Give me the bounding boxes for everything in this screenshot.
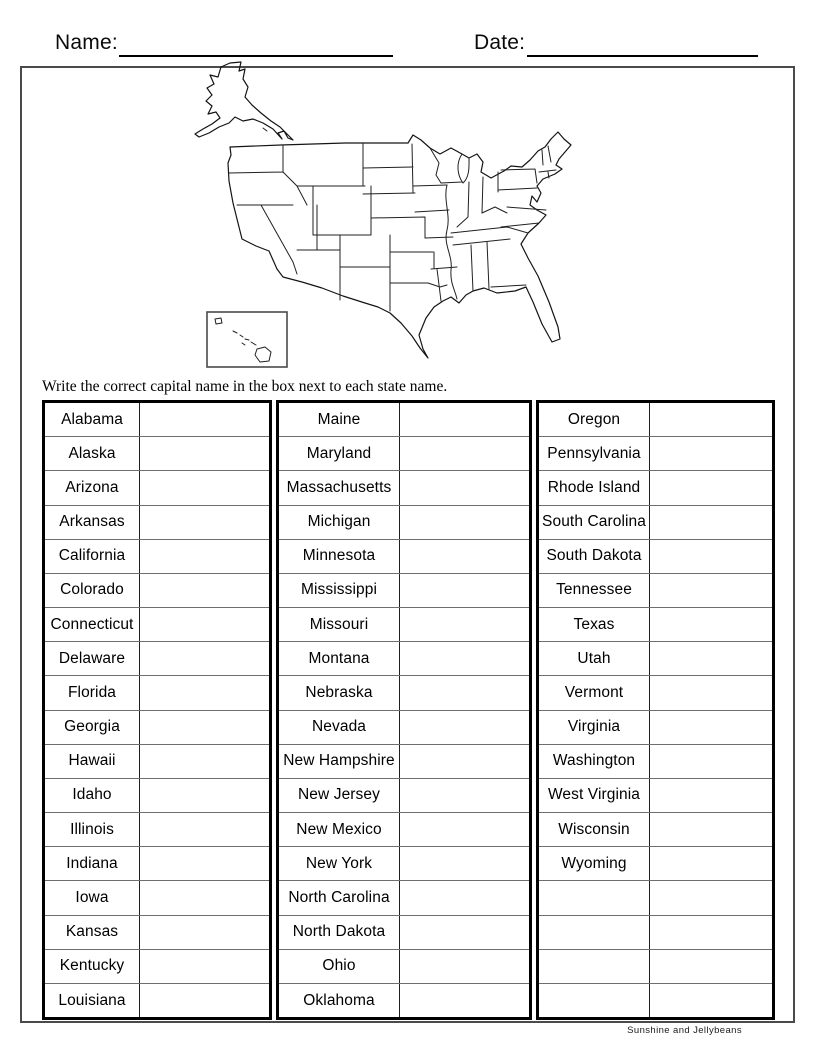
state-name-cell [539,881,650,914]
table-row [45,403,269,436]
capital-answer-cell[interactable] [650,711,772,744]
state-name-cell: Nevada [279,711,400,744]
state-name-cell: Delaware [45,642,140,675]
hawaii-islands [215,318,271,362]
table-column-group-1 [42,400,272,1020]
capital-answer-cell[interactable] [400,984,529,1017]
capital-answer-cell[interactable] [400,779,529,812]
capital-answer-cell[interactable] [140,540,269,573]
state-name-cell: Maryland [279,437,400,470]
capital-answer-cell[interactable] [140,403,269,436]
table-row [45,983,269,1017]
state-borders-plains [363,144,457,301]
state-name-cell: South Carolina [539,506,650,539]
state-name-cell: Washington [539,745,650,778]
state-name-cell: Vermont [539,676,650,709]
table-row [45,915,269,949]
credit-text: Sunshine and Jellybeans [627,1025,742,1036]
state-name-cell: New York [279,847,400,880]
capital-answer-cell[interactable] [650,745,772,778]
table-row [45,880,269,914]
table-row [279,573,529,607]
capital-answer-cell[interactable] [400,437,529,470]
state-name-cell: Nebraska [279,676,400,709]
table-row [279,436,529,470]
alaska-island [263,128,267,131]
table-row [279,505,529,539]
capital-answer-cell[interactable] [140,984,269,1017]
capital-answer-cell[interactable] [650,984,772,1017]
alaska-outline [195,62,293,140]
table-row [539,778,772,812]
state-name-cell: Florida [45,676,140,709]
state-name-cell: Colorado [45,574,140,607]
capital-answer-cell[interactable] [140,471,269,504]
state-name-cell: New Jersey [279,779,400,812]
capital-answer-cell[interactable] [400,471,529,504]
capital-answer-cell[interactable] [400,881,529,914]
state-name-cell: Oregon [539,403,650,436]
capital-answer-cell[interactable] [650,916,772,949]
capital-answer-cell[interactable] [650,642,772,675]
table-row [539,470,772,504]
table-row [45,436,269,470]
state-name-cell: Louisiana [45,984,140,1017]
table-row [539,403,772,436]
capital-answer-cell[interactable] [140,506,269,539]
table-row [539,641,772,675]
capital-answer-cell[interactable] [650,437,772,470]
table-row [279,607,529,641]
mainland-outline [228,132,571,358]
state-name-cell: Montana [279,642,400,675]
table-row [539,744,772,778]
state-name-cell: Kentucky [45,950,140,983]
capital-answer-cell[interactable] [140,745,269,778]
state-name-cell [539,950,650,983]
table-row [45,949,269,983]
table-row [279,744,529,778]
state-name-cell: Hawaii [45,745,140,778]
table-row [45,539,269,573]
table-row [279,675,529,709]
state-name-cell: Illinois [45,813,140,846]
state-name-cell: New Mexico [279,813,400,846]
state-name-cell: Michigan [279,506,400,539]
capital-answer-cell[interactable] [140,642,269,675]
state-name-cell: Arkansas [45,506,140,539]
table-row [539,675,772,709]
state-name-cell: Tennessee [539,574,650,607]
capital-answer-cell[interactable] [140,574,269,607]
table-row [45,710,269,744]
state-name-cell: West Virginia [539,779,650,812]
capital-answer-cell[interactable] [650,813,772,846]
table-row [539,710,772,744]
state-name-cell [539,984,650,1017]
states-table [42,400,775,1020]
table-row [45,846,269,880]
capital-answer-cell[interactable] [650,574,772,607]
table-row [279,641,529,675]
table-row [539,915,772,949]
table-row [539,949,772,983]
state-name-cell: Connecticut [45,608,140,641]
capital-answer-cell[interactable] [140,813,269,846]
table-row [279,403,529,436]
capital-answer-cell[interactable] [140,711,269,744]
table-row [279,949,529,983]
state-name-cell: North Carolina [279,881,400,914]
state-name-cell: Indiana [45,847,140,880]
capital-answer-cell[interactable] [140,950,269,983]
table-column-group-3 [536,400,775,1020]
table-row [279,470,529,504]
table-row [279,539,529,573]
capital-answer-cell[interactable] [400,403,529,436]
state-name-cell: Missouri [279,608,400,641]
state-borders-mississippi [446,185,457,299]
state-name-cell: Maine [279,403,400,436]
capital-answer-cell[interactable] [140,676,269,709]
state-name-cell: Alabama [45,403,140,436]
state-name-cell: Mississippi [279,574,400,607]
capital-answer-cell[interactable] [650,779,772,812]
capital-answer-cell[interactable] [650,847,772,880]
capital-answer-cell[interactable] [400,676,529,709]
state-name-cell: South Dakota [539,540,650,573]
capital-answer-cell[interactable] [400,813,529,846]
capital-answer-cell[interactable] [400,711,529,744]
capital-answer-cell[interactable] [400,608,529,641]
state-name-cell [539,916,650,949]
state-name-cell: Idaho [45,779,140,812]
table-column-group-2 [276,400,532,1020]
table-row [279,880,529,914]
capital-answer-cell[interactable] [650,608,772,641]
capital-answer-cell[interactable] [140,881,269,914]
instruction-text: Write the correct capital name in the box next to each state name. [42,378,448,395]
state-borders-midwest [430,148,498,227]
table-row [539,846,772,880]
table-row [539,880,772,914]
capital-answer-cell[interactable] [650,676,772,709]
state-borders-south [451,223,539,291]
table-row [45,573,269,607]
state-name-cell: Iowa [45,881,140,914]
state-name-cell: Wisconsin [539,813,650,846]
capital-answer-cell[interactable] [140,779,269,812]
state-name-cell: Rhode Island [539,471,650,504]
state-name-cell: North Dakota [279,916,400,949]
table-row [279,710,529,744]
state-name-cell: Wyoming [539,847,650,880]
capital-answer-cell[interactable] [400,642,529,675]
table-row [539,812,772,846]
capital-answer-cell[interactable] [400,574,529,607]
table-row [279,812,529,846]
table-row [539,436,772,470]
state-name-cell: California [45,540,140,573]
table-row [45,607,269,641]
state-name-cell: Ohio [279,950,400,983]
table-row [45,470,269,504]
state-name-cell: Virginia [539,711,650,744]
capital-answer-cell[interactable] [400,950,529,983]
capital-answer-cell[interactable] [400,916,529,949]
state-name-cell: Utah [539,642,650,675]
state-name-cell: Alaska [45,437,140,470]
table-row [279,983,529,1017]
date-label: Date: [474,31,526,54]
state-name-cell: Minnesota [279,540,400,573]
state-name-cell: New Hampshire [279,745,400,778]
capital-answer-cell[interactable] [650,403,772,436]
table-row [539,607,772,641]
table-row [539,505,772,539]
state-name-cell: Kansas [45,916,140,949]
capital-answer-cell[interactable] [400,506,529,539]
capital-answer-cell[interactable] [140,608,269,641]
capital-answer-cell[interactable] [650,471,772,504]
table-row [45,812,269,846]
state-name-cell: Pennsylvania [539,437,650,470]
capital-answer-cell[interactable] [140,437,269,470]
capital-answer-cell[interactable] [650,881,772,914]
state-borders-east [482,146,556,213]
table-row [539,539,772,573]
table-row [279,846,529,880]
state-name-cell: Massachusetts [279,471,400,504]
state-name-cell: Oklahoma [279,984,400,1017]
capital-answer-cell[interactable] [140,916,269,949]
table-row [279,778,529,812]
capital-answer-cell[interactable] [650,540,772,573]
capital-answer-cell[interactable] [400,745,529,778]
capital-answer-cell[interactable] [140,847,269,880]
name-label: Name: [55,31,118,54]
table-row [279,915,529,949]
capital-answer-cell[interactable] [650,506,772,539]
us-map [185,55,605,375]
table-row [45,641,269,675]
capital-answer-cell[interactable] [400,540,529,573]
table-row [45,675,269,709]
state-name-cell: Georgia [45,711,140,744]
capital-answer-cell[interactable] [400,847,529,880]
state-name-cell: Texas [539,608,650,641]
table-row [45,505,269,539]
state-name-cell: Arizona [45,471,140,504]
us-map-graphic [185,55,605,375]
table-row [539,983,772,1017]
capital-answer-cell[interactable] [650,950,772,983]
table-row [45,778,269,812]
table-row [539,573,772,607]
table-row [45,744,269,778]
